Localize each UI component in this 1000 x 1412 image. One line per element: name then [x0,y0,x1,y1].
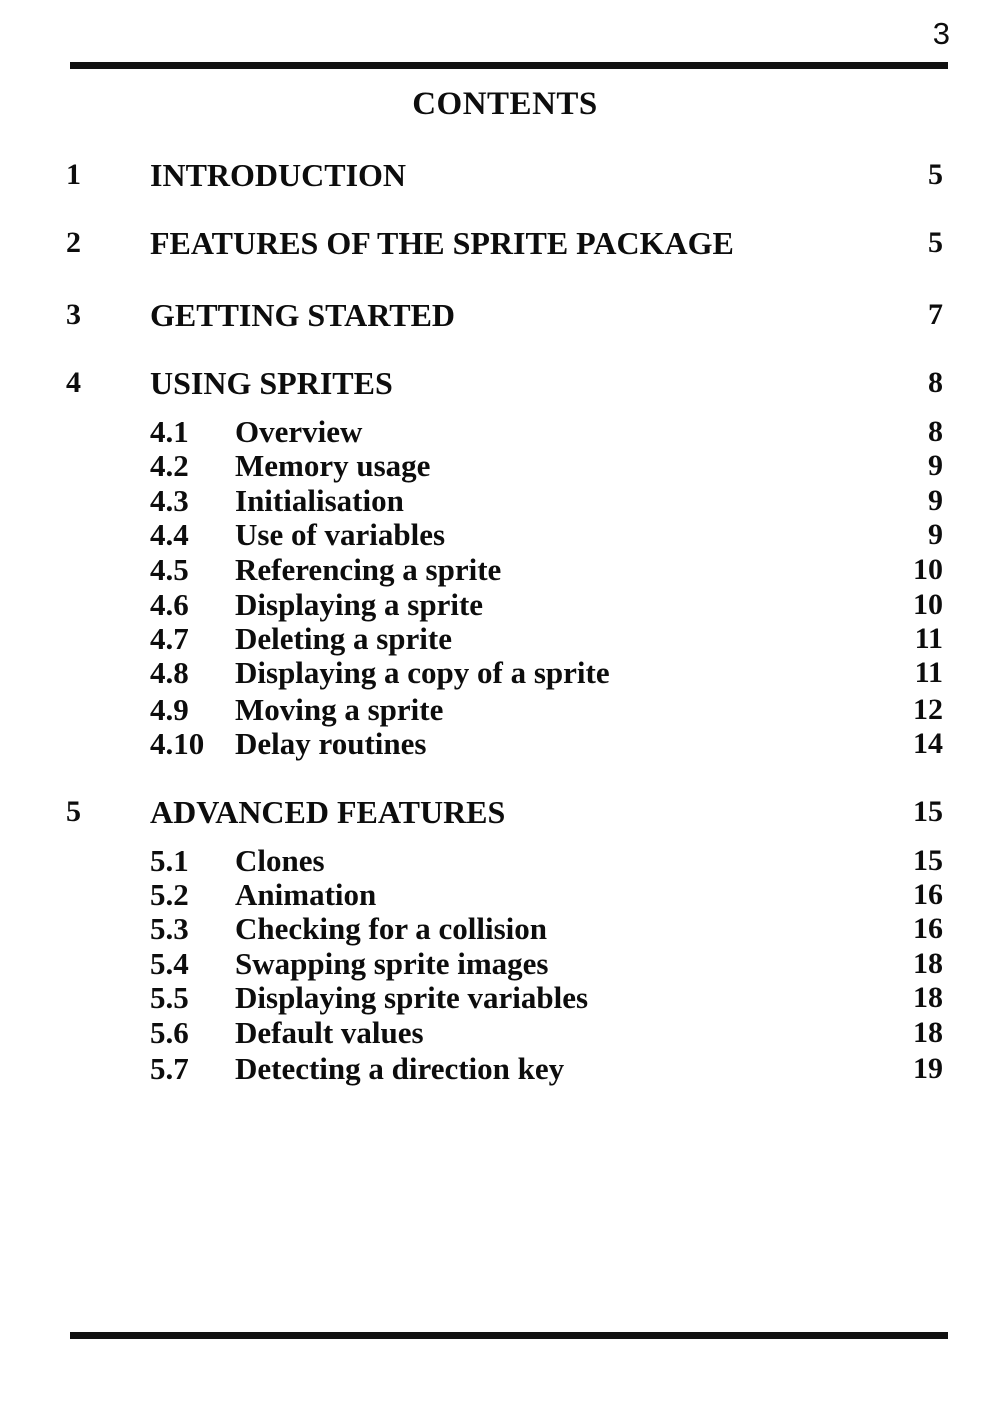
section-title: Animation [235,877,377,912]
section-title: Checking for a collision [235,911,548,946]
section-title: Delay routines [235,726,427,761]
section-number: 5.7 [150,1051,189,1086]
section-title: Use of variables [235,517,446,552]
section-title: Overview [235,414,363,449]
section-number: 4.10 [150,726,205,761]
section-page: 16 [913,912,943,945]
toc-chapter-5 [0,792,1000,832]
section-number: 4.8 [150,655,189,690]
section-title: Displaying sprite variables [235,980,589,1015]
toc-chapter-2 [0,223,1000,263]
section-number: 4.3 [150,483,189,518]
section-page: 16 [913,878,943,911]
section-number: 4.6 [150,587,189,622]
section-title: Initialisation [235,483,404,518]
section-page: 12 [913,693,943,726]
toc-section [0,911,1000,951]
section-title: Memory usage [235,448,431,483]
section-page: 15 [913,844,943,877]
section-title: Clones [235,843,325,878]
section-page: 10 [913,588,943,621]
section-title: Deleting a sprite [235,621,452,656]
section-number: 4.9 [150,692,189,727]
toc-section [0,448,1000,488]
section-number: 5.2 [150,877,189,912]
chapter-number: 1 [66,158,81,191]
chapter-page: 5 [928,226,943,259]
section-page: 8 [928,415,943,448]
chapter-title: FEATURES OF THE SPRITE PACKAGE [150,225,734,261]
section-number: 5.4 [150,946,189,981]
section-number: 5.6 [150,1015,189,1050]
section-page: 19 [913,1052,943,1085]
chapter-title: GETTING STARTED [150,297,456,333]
chapter-page: 15 [913,795,943,828]
section-page: 9 [928,449,943,482]
chapter-title: USING SPRITES [150,365,393,401]
section-title: Detecting a direction key [235,1051,565,1086]
section-page: 9 [928,484,943,517]
section-title: Default values [235,1015,424,1050]
section-page: 18 [913,1016,943,1049]
toc-chapter-4 [0,363,1000,403]
chapter-number: 4 [66,366,81,399]
section-number: 5.5 [150,980,189,1015]
section-number: 4.5 [150,552,189,587]
section-number: 4.1 [150,414,189,449]
toc-section [0,517,1000,557]
page-number: 3 [932,16,950,51]
bottom-rule [70,1332,948,1339]
toc-chapter-1 [0,155,1000,195]
section-number: 5.3 [150,911,189,946]
section-title: Displaying a copy of a sprite [235,655,610,690]
section-number: 4.4 [150,517,189,552]
toc-section [0,1051,1000,1091]
section-page: 9 [928,518,943,551]
toc-section [0,552,1000,592]
section-page: 18 [913,981,943,1014]
section-title: Swapping sprite images [235,946,549,981]
toc-section [0,980,1000,1020]
toc-section [0,655,1000,695]
toc-section [0,1015,1000,1055]
chapter-title: ADVANCED FEATURES [150,794,506,830]
top-rule [70,62,948,69]
section-title: Referencing a sprite [235,552,502,587]
chapter-page: 8 [928,366,943,399]
section-page: 10 [913,553,943,586]
section-page: 11 [914,622,943,655]
section-number: 4.2 [150,448,189,483]
chapter-number: 2 [66,226,81,259]
chapter-number: 3 [66,298,81,331]
chapter-page: 5 [928,158,943,191]
chapter-title: INTRODUCTION [150,157,407,193]
section-number: 5.1 [150,843,189,878]
chapter-page: 7 [928,298,943,331]
chapter-number: 5 [66,795,81,828]
contents-heading: CONTENTS [412,86,598,122]
toc-section [0,726,1000,766]
section-page: 14 [913,727,943,760]
toc-chapter-3 [0,295,1000,335]
section-title: Displaying a sprite [235,587,484,622]
section-number: 4.7 [150,621,189,656]
section-page: 11 [914,656,943,689]
section-page: 18 [913,947,943,980]
section-title: Moving a sprite [235,692,444,727]
